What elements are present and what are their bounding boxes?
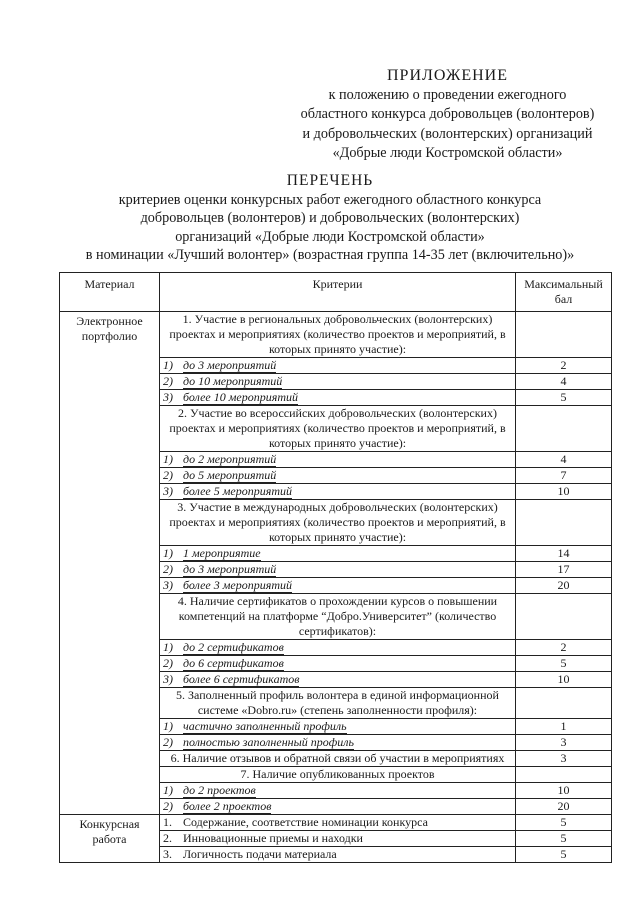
list-line: организаций «Добрые люди Костромской области» [175,228,485,245]
option-text: до 2 мероприятий [183,452,277,466]
criterion-score [516,312,612,358]
appendix-line: «Добрые люди Костромской области» [332,145,563,161]
option-score: 20 [516,799,612,815]
criterion-heading: 6. Наличие отзывов и обратной связи об участии в мероприятиях [160,751,516,767]
criterion-heading: 7. Наличие опубликованных проектов [160,767,516,783]
option-number: 1) [163,358,173,372]
option-text: более 5 мероприятий [183,484,292,498]
option-cell [160,719,516,735]
criterion-score [516,688,612,719]
option-cell [160,672,516,688]
criterion-heading-row [60,312,612,358]
option-cell [160,783,516,799]
criterion-heading: 1. Участие в региональных добровольческих (волонтерских) проектах и мероприятиях (количество проектов и мероприятий, в которых принято участие): [160,312,516,358]
option-text: более 6 сертификатов [183,672,300,686]
option-text: более 2 проектов [183,799,272,813]
option-text: до 6 сертификатов [183,656,284,670]
criterion-score [516,594,612,640]
option-text: более 3 мероприятий [183,578,292,592]
list-line: в номинации «Лучший волонтер» (возрастная группа 14-35 лет (включительно)» [85,247,575,263]
option-cell [160,546,516,562]
option-cell [160,358,516,374]
appendix-block [270,66,625,164]
option-text: Инновационные приемы и находки [183,831,363,845]
option-score: 4 [516,452,612,468]
option-score: 10 [516,484,612,500]
option-number: 3) [163,484,173,498]
option-cell [160,656,516,672]
criterion-heading: 2. Участие во всероссийских добровольческих (волонтерских) проектах и мероприятиях (количество проектов и мероприятий, в которых принято участие): [160,406,516,452]
option-score: 1 [516,719,612,735]
option-score: 20 [516,578,612,594]
option-number: 1) [163,719,173,733]
option-number: 2) [163,799,173,813]
option-text: до 3 мероприятий [183,358,277,372]
option-number: 1) [163,546,173,560]
criterion-heading: 3. Участие в международных добровольческих (волонтерских) проектах и мероприятиях (количество проектов и мероприятий, в которых принято участие): [160,500,516,546]
criterion-score: 3 [516,751,612,767]
option-cell [160,390,516,406]
list-title: ПЕРЕЧЕНЬ [286,172,374,189]
option-score: 5 [516,815,612,831]
option-number: 3) [163,672,173,686]
option-score: 7 [516,468,612,484]
list-line: критериев оценки конкурсных работ ежегодного областного конкурса [118,191,542,208]
criterion-heading: 5. Заполненный профиль волонтера в единой информационной системе «Dobro.ru» (степень заполненности профиля): [160,688,516,719]
option-cell [160,374,516,390]
header-material: Материал [60,273,160,312]
criterion-score [516,767,612,783]
option-cell [160,831,516,847]
appendix-line: к положению о проведении ежегодного [328,86,567,103]
option-cell [160,578,516,594]
header-max-score: Максимальный бал [516,273,612,312]
option-text: Логичность подачи материала [183,847,337,861]
option-text: 1 мероприятие [183,546,261,560]
option-cell [160,735,516,751]
option-cell [160,640,516,656]
option-score: 4 [516,374,612,390]
option-text: до 3 мероприятий [183,562,277,576]
option-score: 17 [516,562,612,578]
option-number: 1. [163,815,172,829]
option-cell [160,452,516,468]
option-number: 2) [163,374,173,388]
option-number: 3. [163,847,172,861]
table-row [60,815,612,831]
option-text: до 2 сертификатов [183,640,284,654]
appendix-line: и добровольческих (волонтерских) организаций [302,125,593,142]
option-text: полностью заполненный профиль [183,735,354,749]
criterion-heading: 4. Наличие сертификатов о прохождении курсов о повышении компетенций на платформе “Добро.Университет” (количество сертификатов): [160,594,516,640]
option-score: 2 [516,640,612,656]
material-cell: Электронное портфолио [60,312,160,815]
option-text: более 10 мероприятий [183,390,298,404]
option-text: до 10 мероприятий [183,374,283,388]
option-score: 5 [516,831,612,847]
header-criteria: Критерии [160,273,516,312]
option-number: 2. [163,831,172,845]
criteria-table [59,272,612,863]
table-body [60,312,612,863]
criterion-score [516,406,612,452]
list-line: добровольцев (волонтеров) и добровольческих (волонтерских) [140,210,520,226]
option-text: до 2 проектов [183,783,256,797]
option-cell [160,799,516,815]
material-cell: Конкурсная работа [60,815,160,863]
option-score: 2 [516,358,612,374]
criterion-score [516,500,612,546]
option-score: 10 [516,783,612,799]
option-number: 1) [163,452,173,466]
option-text: до 5 мероприятий [183,468,277,482]
option-score: 10 [516,672,612,688]
option-cell [160,847,516,863]
option-cell [160,468,516,484]
appendix-line: областного конкурса добровольцев (волонтеров) [300,106,595,122]
option-number: 2) [163,468,173,482]
option-score: 5 [516,847,612,863]
option-number: 1) [163,640,173,654]
option-number: 2) [163,735,173,749]
option-number: 3) [163,390,173,404]
option-number: 2) [163,562,173,576]
option-number: 1) [163,783,173,797]
option-number: 3) [163,578,173,592]
option-text: Содержание, соответствие номинации конкурса [183,815,428,829]
option-score: 14 [516,546,612,562]
option-cell [160,562,516,578]
table-header-row [60,273,612,312]
option-cell [160,815,516,831]
option-score: 3 [516,735,612,751]
option-cell [160,484,516,500]
option-text: частично заполненный профиль [183,719,347,733]
appendix-title: ПРИЛОЖЕНИЕ [386,67,508,84]
option-score: 5 [516,390,612,406]
option-number: 2) [163,656,173,670]
list-heading [40,172,620,265]
option-score: 5 [516,656,612,672]
